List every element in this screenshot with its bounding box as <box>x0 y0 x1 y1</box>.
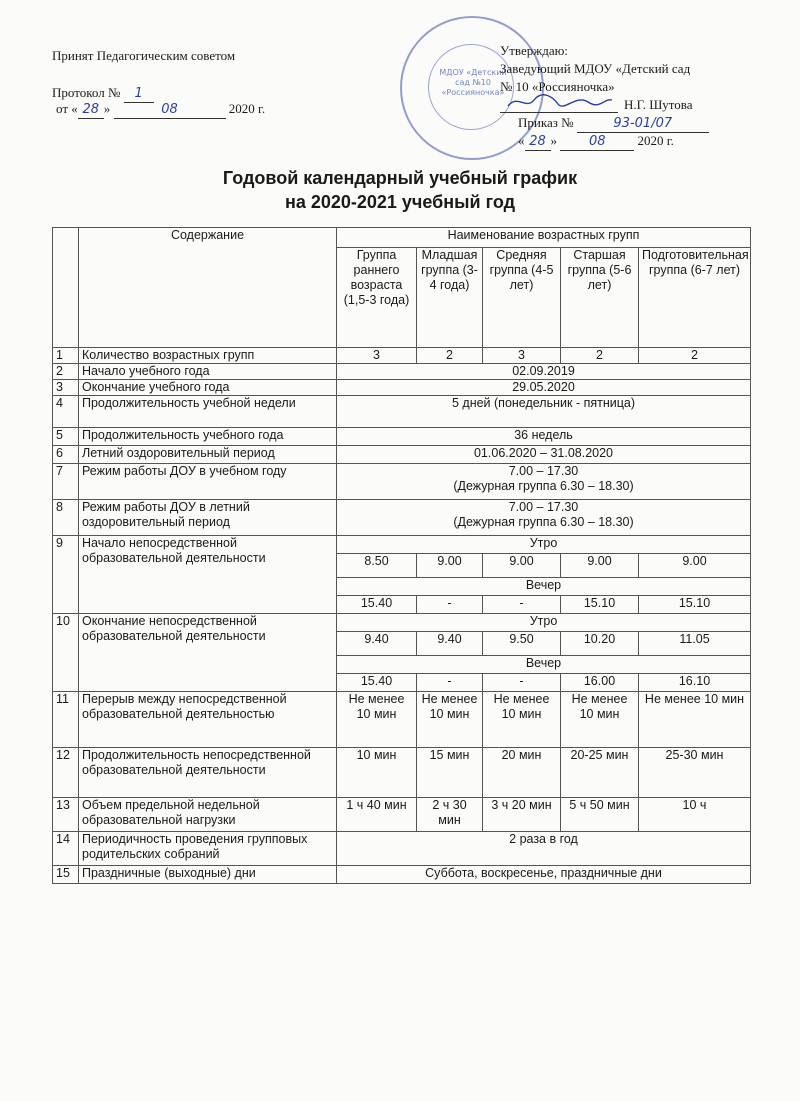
row-number: 2 <box>53 364 79 380</box>
row-number: 6 <box>53 446 79 464</box>
row-value: 15.40 <box>337 596 417 614</box>
row-value: 3 <box>337 348 417 364</box>
row-value: 2 ч 30 мин <box>417 798 483 832</box>
signature-line <box>500 96 618 113</box>
row-value: 15 мин <box>417 748 483 798</box>
order-date-mid: » <box>550 133 557 148</box>
row-value: 15.10 <box>639 596 751 614</box>
row-label: Объем предельной недельной образовательной нагрузки <box>79 798 337 832</box>
protocol-date-mid: » <box>103 101 111 116</box>
row-number: 11 <box>53 692 79 748</box>
protocol-label: Протокол № <box>52 85 121 100</box>
row-label: Праздничные (выходные) дни <box>79 866 337 884</box>
approve-label: Утверждаю: <box>500 43 568 58</box>
row-value: 3 <box>483 348 561 364</box>
row-value: 11.05 <box>639 632 751 656</box>
order-number: 93-01/07 <box>577 115 709 133</box>
row-value <box>337 500 751 536</box>
table-row <box>53 428 751 446</box>
row-value: Не менее 10 мин <box>417 692 483 748</box>
head-position: Заведующий МДОУ «Детский сад <box>500 61 691 76</box>
table-row <box>53 464 751 500</box>
row-value: 5 ч 50 мин <box>561 798 639 832</box>
row-value: 9.50 <box>483 632 561 656</box>
group-name: Подготовительная группа (6-7 лет) <box>639 248 751 348</box>
row-number: 4 <box>53 396 79 428</box>
evening-label: Вечер <box>337 656 751 674</box>
row-value: 2 <box>639 348 751 364</box>
seal-center-text: МДОУ «Детский сад №10 «Россияночка» <box>439 68 507 97</box>
row-value: 01.06.2020 – 31.08.2020 <box>337 446 751 464</box>
table-row <box>53 348 751 364</box>
row-label: Начало учебного года <box>79 364 337 380</box>
table-row <box>53 364 751 380</box>
row-value: 2 раза в год <box>337 832 751 866</box>
protocol-date-label: от « <box>56 101 78 116</box>
row-label: Режим работы ДОУ в летний оздоровительный период <box>79 500 337 536</box>
row-value: - <box>483 596 561 614</box>
work-hours: 7.00 – 17.30 <box>508 500 579 514</box>
row-value: 2 <box>561 348 639 364</box>
table-row <box>53 866 751 884</box>
row-label: Начало непосредственной образовательной деятельности <box>79 536 337 614</box>
group-name: Младшая группа (3-4 года) <box>417 248 483 348</box>
header-num-cell <box>53 228 79 348</box>
row-value: - <box>417 596 483 614</box>
document-subtitle: на 2020-2021 учебный год <box>284 192 516 212</box>
row-label: Перерыв между непосредственной образовательной деятельностью <box>79 692 337 748</box>
row-value: - <box>417 674 483 692</box>
protocol-day: 28 <box>78 101 104 119</box>
accepted-note: Принят Педагогическим советом <box>52 48 236 63</box>
head-name: Н.Г. Шутова <box>624 97 693 112</box>
row-label: Периодичность проведения групповых родительских собраний <box>79 832 337 866</box>
order-date <box>518 132 674 151</box>
group-name: Средняя группа (4-5 лет) <box>483 248 561 348</box>
row-value: 9.00 <box>483 554 561 578</box>
row-value: 16.10 <box>639 674 751 692</box>
table-row <box>53 692 751 748</box>
table-row <box>53 832 751 866</box>
row-number: 10 <box>53 614 79 692</box>
row-value: - <box>483 674 561 692</box>
row-value: 9.40 <box>417 632 483 656</box>
row-value: 9.00 <box>561 554 639 578</box>
duty-group-hours: (Дежурная группа 6.30 – 18.30) <box>453 515 634 529</box>
row-value: Не менее 10 мин <box>639 692 751 748</box>
table-row <box>53 446 751 464</box>
protocol-number: 1 <box>124 85 154 103</box>
table-row <box>53 500 751 536</box>
row-label: Летний оздоровительный период <box>79 446 337 464</box>
row-number: 3 <box>53 380 79 396</box>
document-title: Годовой календарный учебный график <box>222 168 578 188</box>
header-groups: Наименование возрастных групп <box>337 228 751 248</box>
order-date-label: « <box>518 133 525 148</box>
row-label: Режим работы ДОУ в учебном году <box>79 464 337 500</box>
row-number: 12 <box>53 748 79 798</box>
row-label: Продолжительность учебного года <box>79 428 337 446</box>
row-value: 20-25 мин <box>561 748 639 798</box>
table-row <box>53 614 751 632</box>
protocol-date <box>56 100 265 119</box>
order-label: Приказ № <box>518 115 574 130</box>
row-value: 10 ч <box>639 798 751 832</box>
row-value: 1 ч 40 мин <box>337 798 417 832</box>
row-label: Количество возрастных групп <box>79 348 337 364</box>
order-month: 08 <box>560 133 634 151</box>
row-label: Продолжительность учебной недели <box>79 396 337 428</box>
row-value: 9.40 <box>337 632 417 656</box>
order-year: 2020 г. <box>637 133 674 148</box>
protocol-year: 2020 г. <box>228 101 266 116</box>
header-content: Содержание <box>79 228 337 348</box>
row-number: 15 <box>53 866 79 884</box>
row-label: Окончание учебного года <box>79 380 337 396</box>
table-row <box>53 798 751 832</box>
row-value: 9.00 <box>639 554 751 578</box>
table-row <box>53 396 751 428</box>
work-hours: 7.00 – 17.30 <box>508 464 579 478</box>
row-value <box>337 464 751 500</box>
row-value: Суббота, воскресенье, праздничные дни <box>337 866 751 884</box>
row-value: 8.50 <box>337 554 417 578</box>
morning-label: Утро <box>337 614 751 632</box>
row-value: 15.40 <box>337 674 417 692</box>
row-value: Не менее 10 мин <box>337 692 417 748</box>
group-name: Старшая группа (5-6 лет) <box>561 248 639 348</box>
group-name: Группа раннего возраста (1,5-3 года) <box>337 248 417 348</box>
row-value: 3 ч 20 мин <box>483 798 561 832</box>
row-value: 15.10 <box>561 596 639 614</box>
row-value: 9.00 <box>417 554 483 578</box>
duty-group-hours: (Дежурная группа 6.30 – 18.30) <box>453 479 634 493</box>
schedule-table <box>52 227 751 884</box>
row-value: 20 мин <box>483 748 561 798</box>
row-value: 10 мин <box>337 748 417 798</box>
order-day: 28 <box>525 133 551 151</box>
protocol-month: 08 <box>114 101 226 119</box>
row-value: 29.05.2020 <box>337 380 751 396</box>
row-value: 36 недель <box>337 428 751 446</box>
row-number: 1 <box>53 348 79 364</box>
row-value: Не менее 10 мин <box>483 692 561 748</box>
row-value: 2 <box>417 348 483 364</box>
row-value: 10.20 <box>561 632 639 656</box>
row-value: 25-30 мин <box>639 748 751 798</box>
row-number: 5 <box>53 428 79 446</box>
row-value: Не менее 10 мин <box>561 692 639 748</box>
row-number: 14 <box>53 832 79 866</box>
table-row <box>53 380 751 396</box>
row-value: 16.00 <box>561 674 639 692</box>
row-label: Окончание непосредственной образовательной деятельности <box>79 614 337 692</box>
row-number: 13 <box>53 798 79 832</box>
signature-icon <box>504 92 614 112</box>
row-number: 9 <box>53 536 79 614</box>
morning-label: Утро <box>337 536 751 554</box>
table-row <box>53 748 751 798</box>
evening-label: Вечер <box>337 578 751 596</box>
row-label: Продолжительность непосредственной образовательной деятельности <box>79 748 337 798</box>
row-number: 7 <box>53 464 79 500</box>
table-row <box>53 536 751 554</box>
order-line <box>518 114 709 133</box>
org-name: № 10 «Россияночка» <box>500 79 615 94</box>
table-header-row <box>53 228 751 248</box>
row-number: 8 <box>53 500 79 536</box>
row-value: 5 дней (понедельник - пятница) <box>337 396 751 428</box>
row-value: 02.09.2019 <box>337 364 751 380</box>
